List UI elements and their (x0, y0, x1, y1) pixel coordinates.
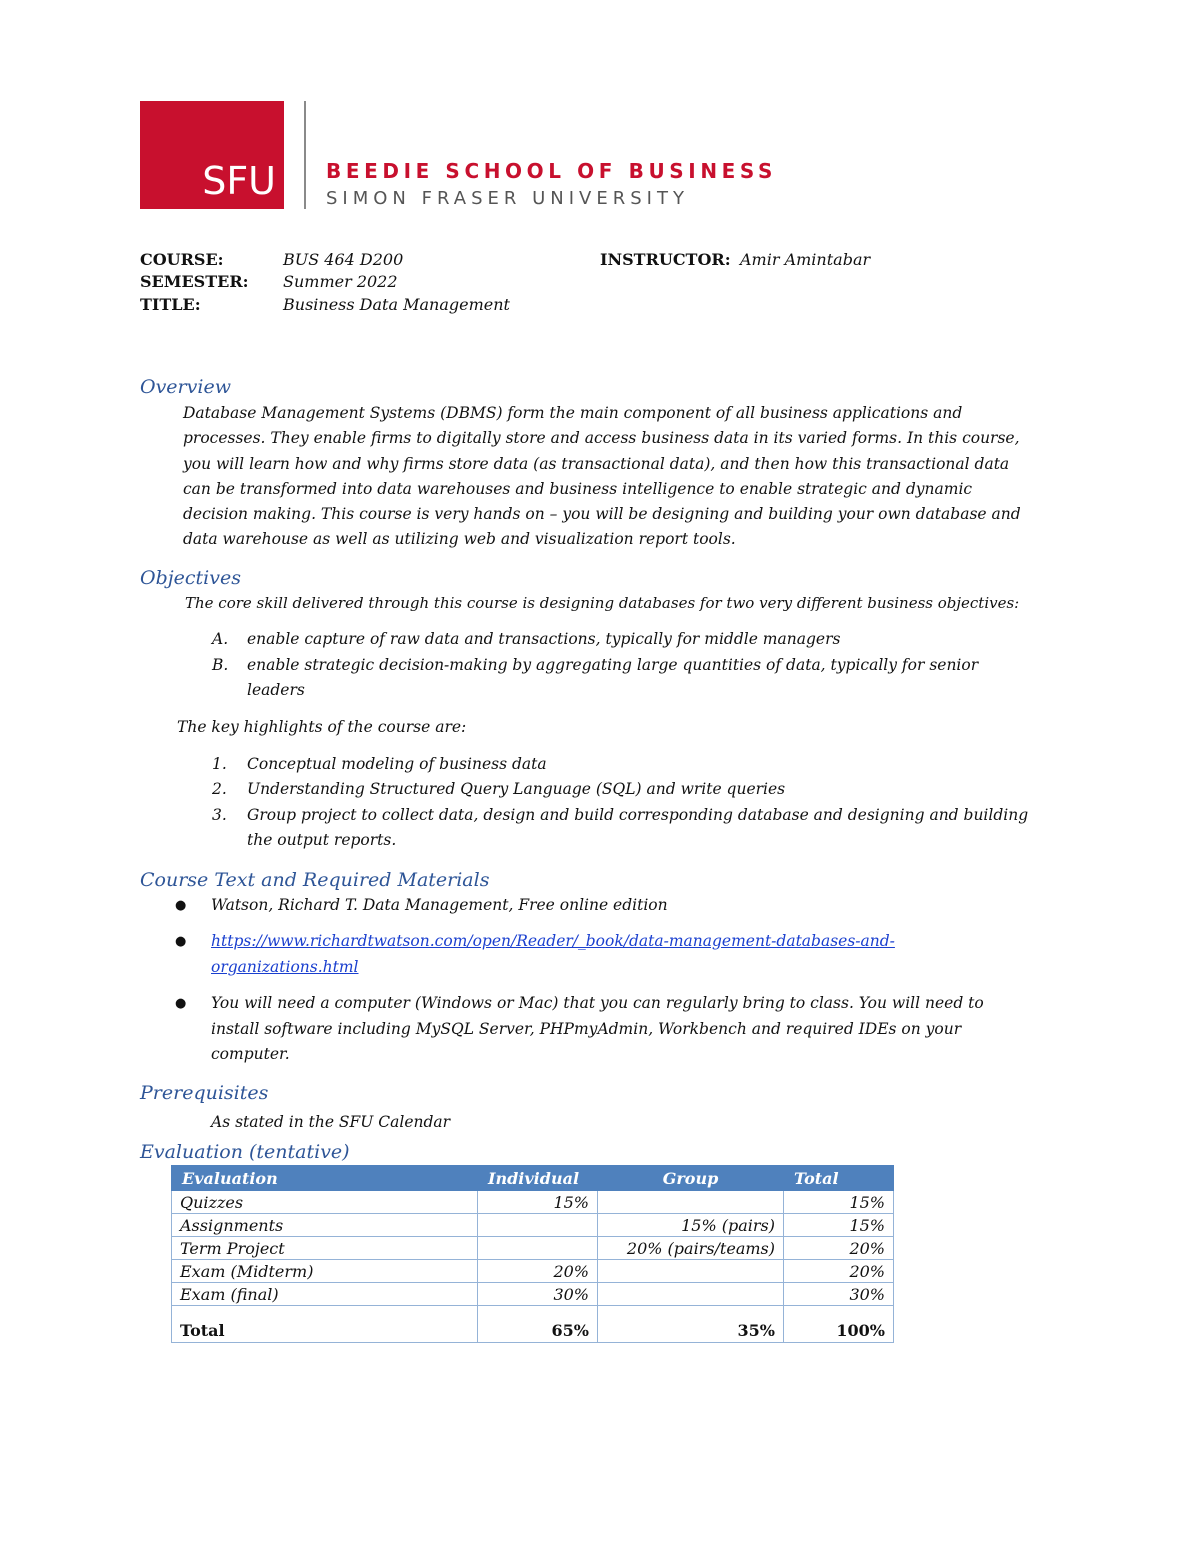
table-header-row (172, 1166, 894, 1191)
logo-school-name: BEEDIE SCHOOL OF BUSINESS (326, 159, 778, 183)
textbook-link-line2[interactable]: organizations.html (211, 958, 359, 976)
bullet-icon: ● (175, 934, 187, 949)
table-cell: Quizzes (172, 1191, 478, 1214)
objective-b: enable strategic decision-making by aggregating large quantities of data, typically for senior (247, 656, 979, 674)
table-cell: 15% (784, 1214, 894, 1237)
overview-paragraph (183, 401, 1021, 553)
objectives-heading: Objectives (140, 567, 241, 589)
materials-textbook: Watson, Richard T. Data Management, Free online edition (211, 896, 668, 914)
table-cell: 20% (478, 1260, 598, 1283)
table-row (172, 1237, 894, 1260)
table-cell: 15% (478, 1191, 598, 1214)
table-cell (598, 1283, 784, 1306)
semester-label: SEMESTER: (140, 272, 249, 291)
highlight-2: Understanding Structured Query Language (SQL) and write queries (247, 780, 786, 798)
logo-mark-text: SFU (202, 159, 276, 203)
title-value: Business Data Management (283, 295, 510, 314)
table-cell (598, 1260, 784, 1283)
overview-heading: Overview (140, 376, 231, 398)
objective-b-cont: leaders (247, 681, 305, 699)
table-cell: 30% (478, 1283, 598, 1306)
table-cell: Term Project (172, 1237, 478, 1260)
highlight-marker-3: 3. (212, 806, 227, 824)
highlight-3-cont: the output reports. (247, 831, 397, 849)
table-row (172, 1260, 894, 1283)
objectives-intro: The core skill delivered through this course is designing databases for two very different business objectives: (185, 594, 1020, 612)
overview-line: processes. They enable firms to digitally store and access business data in its varied forms. In this course, (183, 429, 1020, 448)
prerequisites-heading: Prerequisites (140, 1082, 269, 1104)
table-cell: 100% (784, 1306, 894, 1343)
objective-marker-a: A. (212, 630, 229, 648)
table-cell: Exam (Midterm) (172, 1260, 478, 1283)
textbook-link[interactable] (211, 932, 895, 950)
materials-heading: Course Text and Required Materials (140, 869, 490, 891)
title-label: TITLE: (140, 295, 201, 314)
table-cell (478, 1237, 598, 1260)
textbook-link-cont[interactable] (211, 958, 359, 976)
instructor-label: INSTRUCTOR: (600, 250, 731, 269)
evaluation-heading: Evaluation (tentative) (140, 1141, 350, 1163)
overview-line: can be transformed into data warehouses and business intelligence to enable strategic and dynamic (183, 479, 973, 498)
table-row (172, 1191, 894, 1214)
table-total-row (172, 1306, 894, 1343)
table-cell: 35% (598, 1306, 784, 1343)
logo-university-name: SIMON FRASER UNIVERSITY (326, 188, 689, 209)
prerequisites-text: As stated in the SFU Calendar (211, 1113, 451, 1131)
table-cell: 20% (784, 1260, 894, 1283)
table-row (172, 1283, 894, 1306)
table-cell (598, 1191, 784, 1214)
highlights-intro: The key highlights of the course are: (177, 718, 467, 736)
textbook-link-line1[interactable]: https://www.richardtwatson.com/open/Reader/_book/data-management-databases-and- (211, 932, 895, 950)
table-cell: 15% (pairs) (598, 1214, 784, 1237)
course-label: COURSE: (140, 250, 224, 269)
table-cell: Exam (final) (172, 1283, 478, 1306)
highlight-1: Conceptual modeling of business data (247, 755, 547, 773)
overview-line: data warehouse as well as utilizing web and visualization report tools. (183, 530, 736, 549)
table-cell: 20% (784, 1237, 894, 1260)
column-header: Group (598, 1166, 784, 1191)
table-cell: Assignments (172, 1214, 478, 1237)
highlight-3: Group project to collect data, design and build corresponding database and designing and building (247, 806, 1029, 824)
table-row (172, 1214, 894, 1237)
table-cell: 65% (478, 1306, 598, 1343)
materials-computer-line: You will need a computer (Windows or Mac) that you can regularly bring to class. You will need to (211, 994, 984, 1012)
table-cell: 30% (784, 1283, 894, 1306)
materials-computer-line: install software including MySQL Server, PHPmyAdmin, Workbench and required IDEs on your (211, 1020, 962, 1038)
table-cell: Total (172, 1306, 478, 1343)
overview-line: you will learn how and why firms store data (as transactional data), and then how this transactional data (183, 454, 1010, 473)
bullet-icon: ● (175, 996, 187, 1011)
highlight-marker-1: 1. (212, 755, 227, 773)
column-header: Individual (478, 1166, 598, 1191)
table-cell: 20% (pairs/teams) (598, 1237, 784, 1260)
objective-a: enable capture of raw data and transactions, typically for middle managers (247, 630, 841, 648)
column-header: Evaluation (172, 1166, 478, 1191)
overview-line: decision making. This course is very hands on – you will be designing and building your own database and (183, 505, 1021, 524)
column-header: Total (784, 1166, 894, 1191)
evaluation-table (171, 1165, 894, 1343)
table-cell: 15% (784, 1191, 894, 1214)
sfu-logo-mark (140, 101, 284, 209)
bullet-icon: ● (175, 898, 187, 913)
objective-marker-b: B. (212, 656, 229, 674)
materials-computer-line: computer. (211, 1045, 290, 1063)
course-value: BUS 464 D200 (283, 250, 404, 269)
instructor-value: Amir Amintabar (740, 250, 871, 269)
highlight-marker-2: 2. (212, 780, 227, 798)
table-cell (478, 1214, 598, 1237)
overview-line: Database Management Systems (DBMS) form the main component of all business applications and (183, 404, 963, 422)
logo-divider (304, 101, 306, 209)
semester-value: Summer 2022 (283, 272, 398, 291)
